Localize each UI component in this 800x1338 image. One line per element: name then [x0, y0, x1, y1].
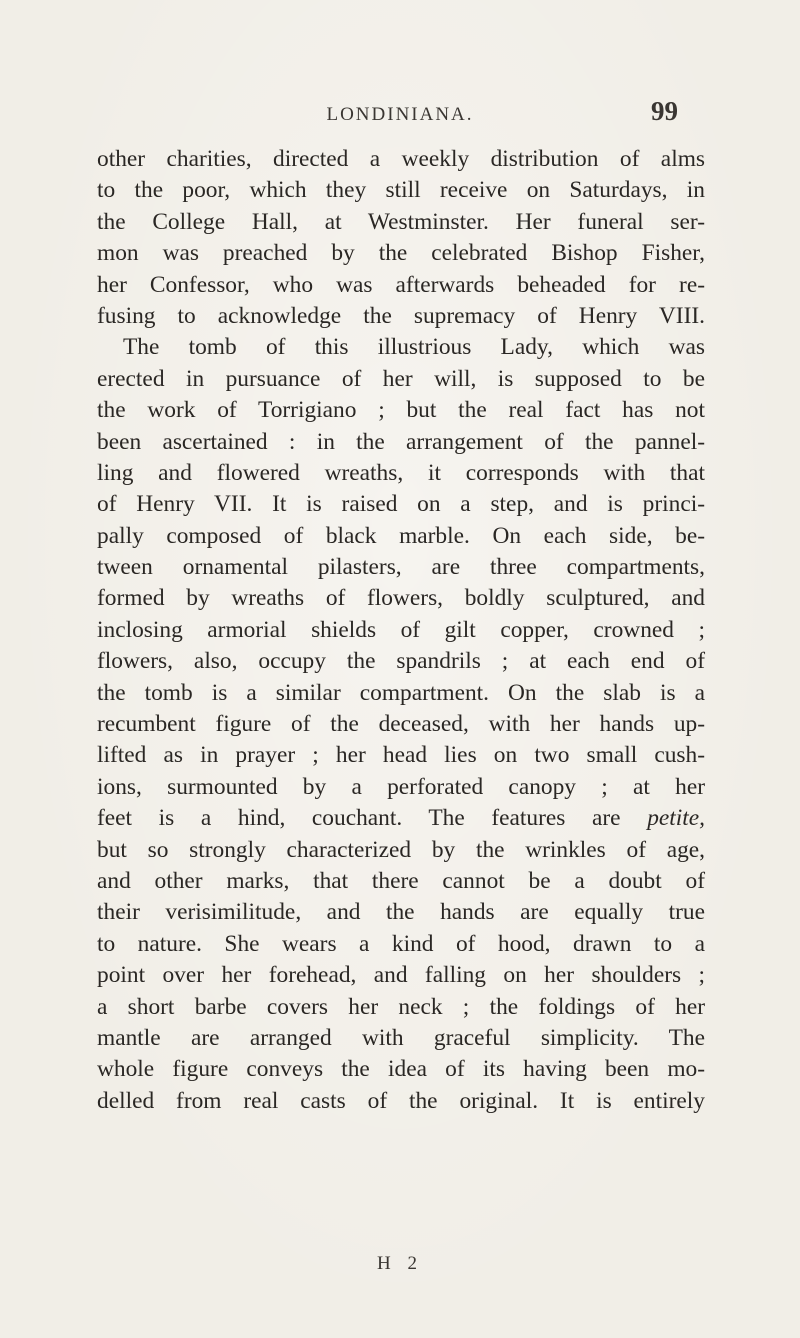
text-line: whole figure conveys the idea of its having been mo-: [97, 1056, 705, 1083]
text-line: flowers, also, occupy the spandrils ; at each end of: [97, 648, 705, 675]
text-line: the work of Torrigiano ; but the real fact has not: [97, 397, 705, 424]
text-line: the College Hall, at Westminster. Her funeral ser-: [97, 208, 705, 235]
text-line: of Henry VII. It is raised on a step, and is princi-: [97, 491, 705, 518]
text-line: recumbent figure of the deceased, with her hands up-: [97, 711, 705, 738]
text-line: mantle are arranged with graceful simplicity. The: [97, 1024, 705, 1051]
text-line: and other marks, that there cannot be a doubt of: [97, 867, 705, 894]
text-line: their verisimilitude, and the hands are equally true: [97, 899, 705, 926]
text-line: a short barbe covers her neck ; the foldings of her: [97, 993, 705, 1020]
running-title: LONDINIANA.: [326, 104, 474, 125]
text-line: but so strongly characterized by the wrinkles of age,: [97, 836, 705, 863]
text-line: inclosing armorial shields of gilt copper, crowned ;: [97, 616, 705, 643]
text-line: mon was preached by the celebrated Bishop Fisher,: [97, 240, 705, 267]
text-line: her Confessor, who was afterwards beheaded for re-: [97, 271, 705, 298]
text-line: been ascertained : in the arrangement of the pannel-: [97, 428, 705, 455]
body-text: [97, 144, 705, 1117]
text-line: other charities, directed a weekly distribution of alms: [97, 146, 705, 172]
text-line-with-italic: [97, 803, 705, 834]
text-line: fusing to acknowledge the supremacy of Henry VIII.: [97, 302, 705, 329]
text-line: to the poor, which they still receive on Saturdays, in: [97, 177, 705, 204]
text-segment: feet is a hind, couchant. The features are: [97, 805, 621, 832]
text-line: pally composed of black marble. On each side, be-: [97, 522, 705, 549]
text-line: ions, surmounted by a perforated canopy ; at her: [97, 773, 705, 800]
signature-mark: H 2: [377, 1253, 423, 1274]
running-head: [0, 96, 800, 136]
text-line: to nature. She wears a kind of hood, drawn to a: [97, 930, 705, 957]
text-line: point over her forehead, and falling on her shoulders ;: [97, 962, 705, 989]
text-line: the tomb is a similar compartment. On the slab is a: [97, 679, 705, 706]
text-line: tween ornamental pilasters, are three compartments,: [97, 554, 705, 581]
page-number: 99: [651, 96, 678, 126]
text-line: erected in pursuance of her will, is supposed to be: [97, 365, 705, 392]
text-line: ling and flowered wreaths, it corresponds with that: [97, 459, 705, 486]
text-line: delled from real casts of the original. It is entirely: [97, 1087, 705, 1114]
text-line: The tomb of this illustrious Lady, which was: [123, 334, 705, 361]
text-line: formed by wreaths of flowers, boldly sculptured, and: [97, 585, 705, 612]
text-line: lifted as in prayer ; her head lies on two small cush-: [97, 742, 705, 769]
italic-word: petite,: [647, 805, 705, 832]
